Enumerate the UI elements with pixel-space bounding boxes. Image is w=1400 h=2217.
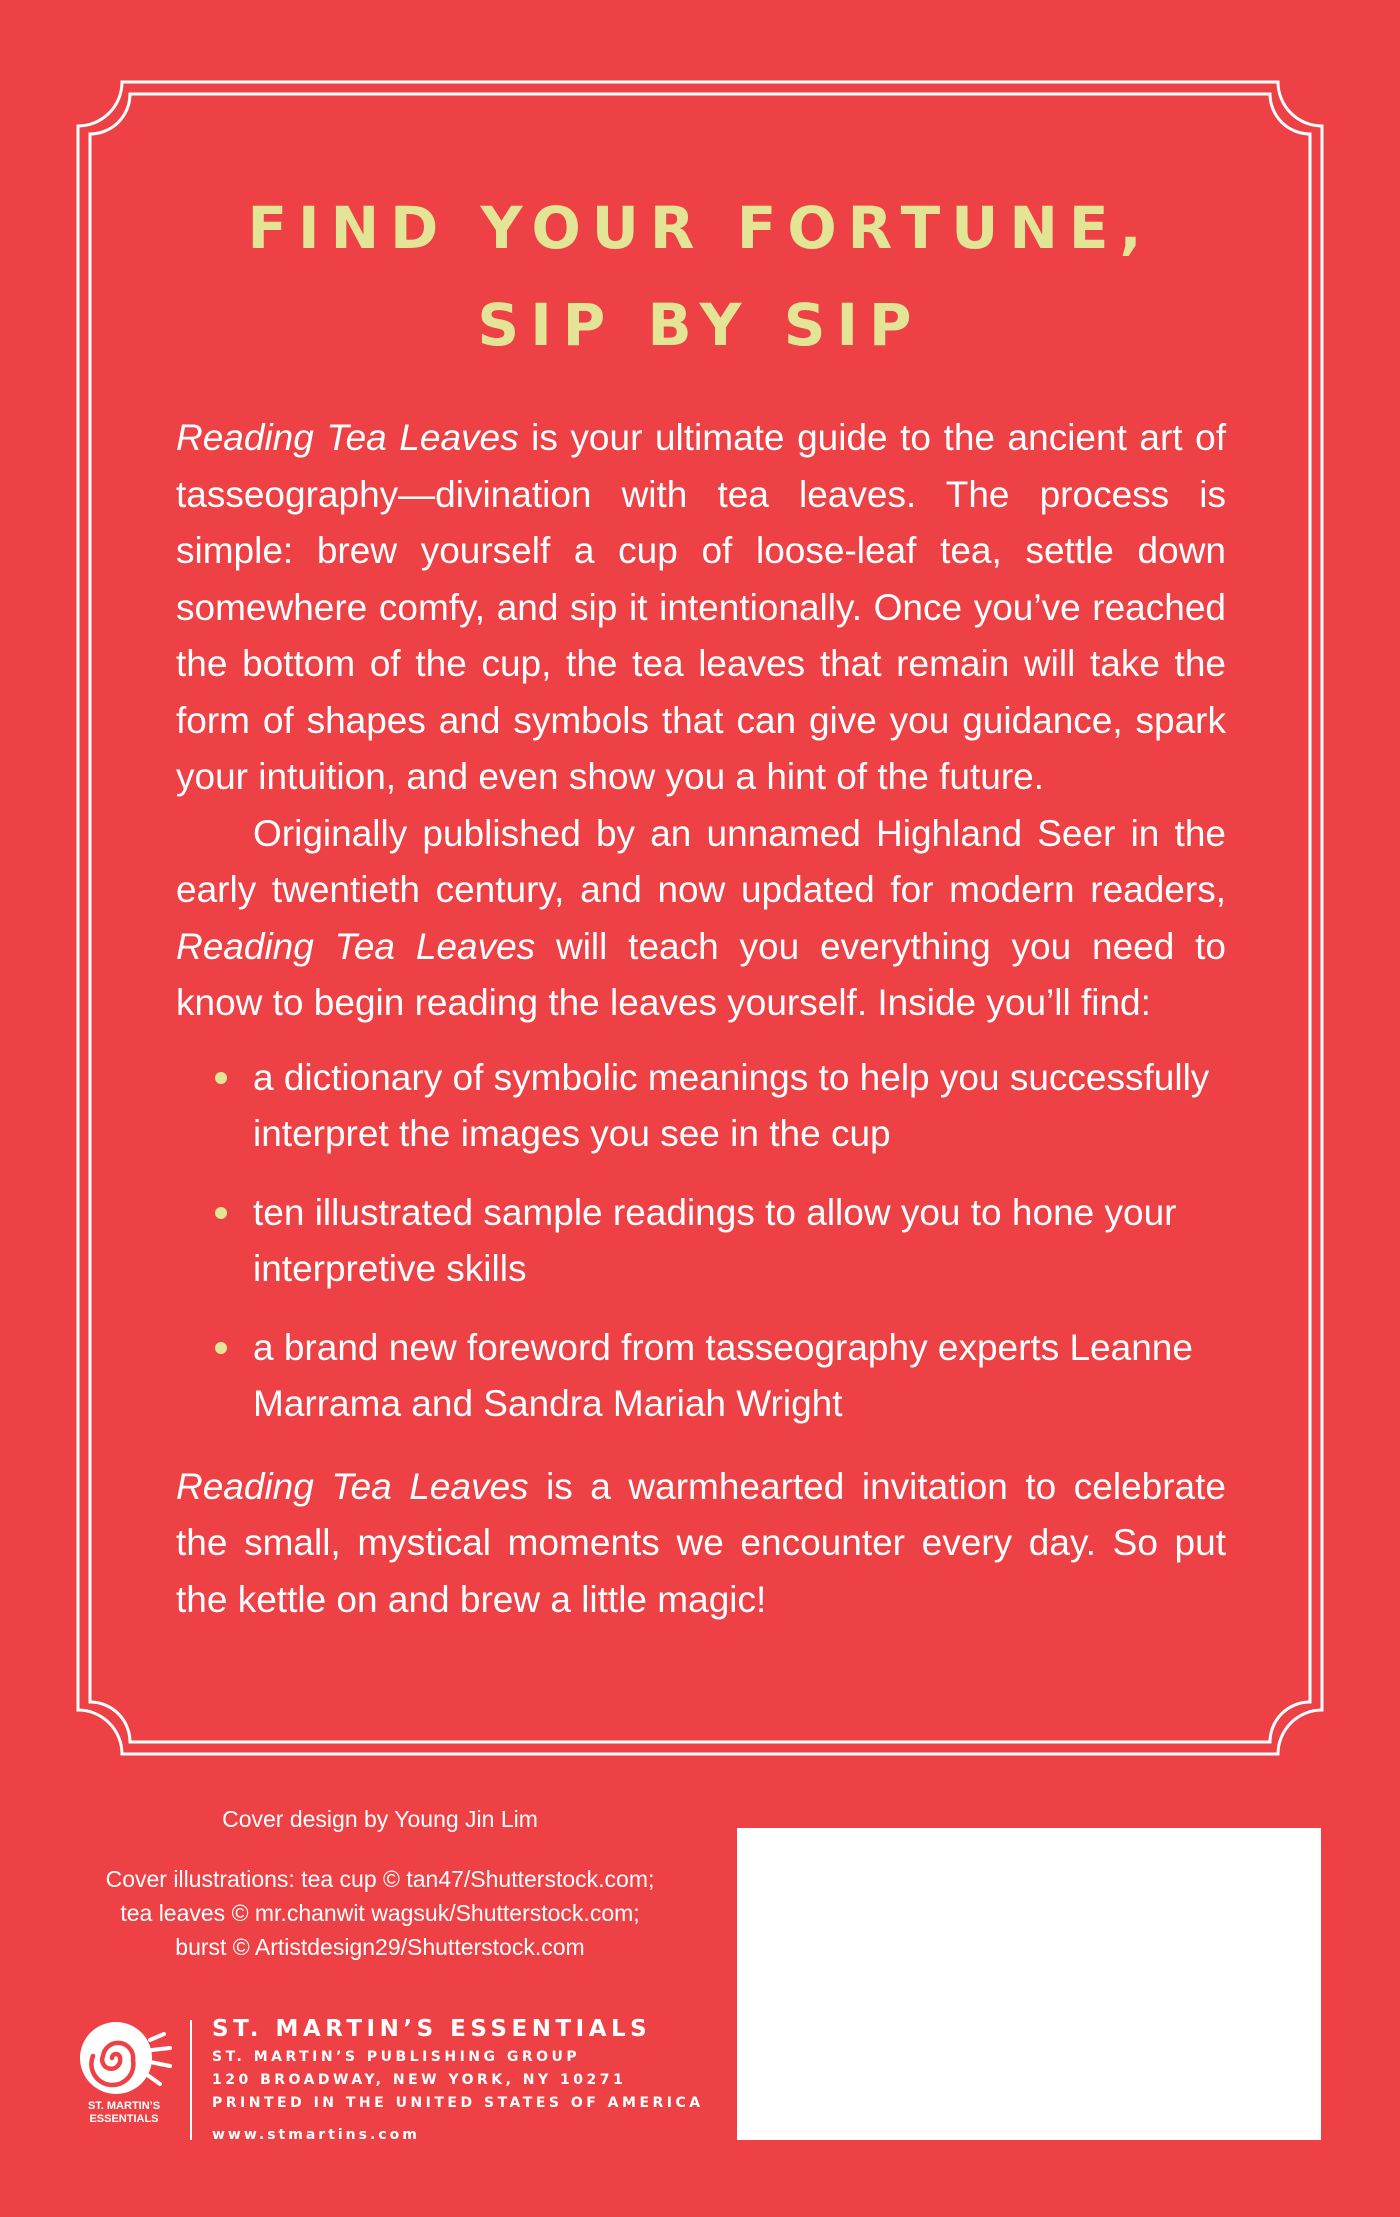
cover-credits bbox=[60, 1802, 700, 1964]
publishing-group: ST. MARTIN’S PUBLISHING GROUP bbox=[212, 2049, 581, 2065]
bullet-dot-icon bbox=[215, 1072, 227, 1084]
intro-paragraph: Reading Tea Leaves is your ultimate guide to the ancient art of tasseography—divination with tea leaves. The process is simple: brew yourself a cup of loose-leaf tea, settle down somewhere comfy, and sip it intentionally. Once you’ve reached the bottom of the cup, the tea leaves that remain will take the form of shapes and symbols that can give you guidance, spark your intuition, and even show you a hint of the future. bbox=[176, 417, 1226, 797]
list-item: a dictionary of symbolic meanings to help you successfully interpret the images you see in the cup bbox=[253, 1050, 1226, 1163]
designer-credit: Cover design by Young Jin Lim bbox=[222, 1806, 538, 1832]
bullet-dot-icon bbox=[215, 1207, 227, 1219]
book-description bbox=[176, 410, 1226, 1628]
bullet-dot-icon bbox=[215, 1342, 227, 1354]
illustration-credit: burst © Artistdesign29/Shutterstock.com bbox=[175, 1934, 585, 1960]
imprint-name: ST. MARTIN’S ESSENTIALS bbox=[212, 2016, 652, 2042]
illustration-credit: tea leaves © mr.chanwit wagsuk/Shutterstock.com; bbox=[120, 1900, 640, 1926]
book-title: Reading Tea Leaves bbox=[176, 925, 536, 967]
closing-paragraph: Reading Tea Leaves is a warmhearted invitation to celebrate the small, mystical moments we encounter every day. So put the kettle on and brew a little magic! bbox=[176, 1465, 1226, 1620]
barcode-area bbox=[737, 1828, 1321, 2140]
book-title: Reading Tea Leaves bbox=[176, 417, 519, 458]
list-item: a brand new foreword from tasseography experts Leanne Marrama and Sandra Mariah Wright bbox=[253, 1320, 1226, 1433]
features-list bbox=[176, 1050, 1226, 1433]
list-item: ten illustrated sample readings to allow you to hone your interpretive skills bbox=[253, 1185, 1226, 1298]
headline-line-2: SIP BY SIP bbox=[477, 291, 923, 359]
history-paragraph: Originally published by an unnamed Highland Seer in the early twentieth century, and now updated for modern readers, Reading Tea Leaves will teach you everything you need to know to begin reading the leaves yourself. Inside you’ll find: bbox=[176, 812, 1227, 1023]
headline bbox=[0, 180, 1400, 374]
publisher-logo: ST. MARTIN’S ESSENTIALS bbox=[64, 2018, 184, 2130]
printed-in: PRINTED IN THE UNITED STATES OF AMERICA bbox=[212, 2095, 704, 2111]
publisher-address: 120 BROADWAY, NEW YORK, NY 10271 bbox=[212, 2072, 627, 2088]
publisher-info bbox=[212, 2012, 732, 2143]
headline-line-1: FIND YOUR FORTUNE, bbox=[247, 194, 1153, 262]
spiral-logo-icon bbox=[64, 2018, 184, 2102]
publisher-url: www.stmartins.com bbox=[212, 2127, 420, 2143]
illustration-credit: Cover illustrations: tea cup © tan47/Shutterstock.com; bbox=[105, 1866, 655, 1892]
book-title: Reading Tea Leaves bbox=[176, 1465, 529, 1507]
divider bbox=[190, 2020, 192, 2140]
